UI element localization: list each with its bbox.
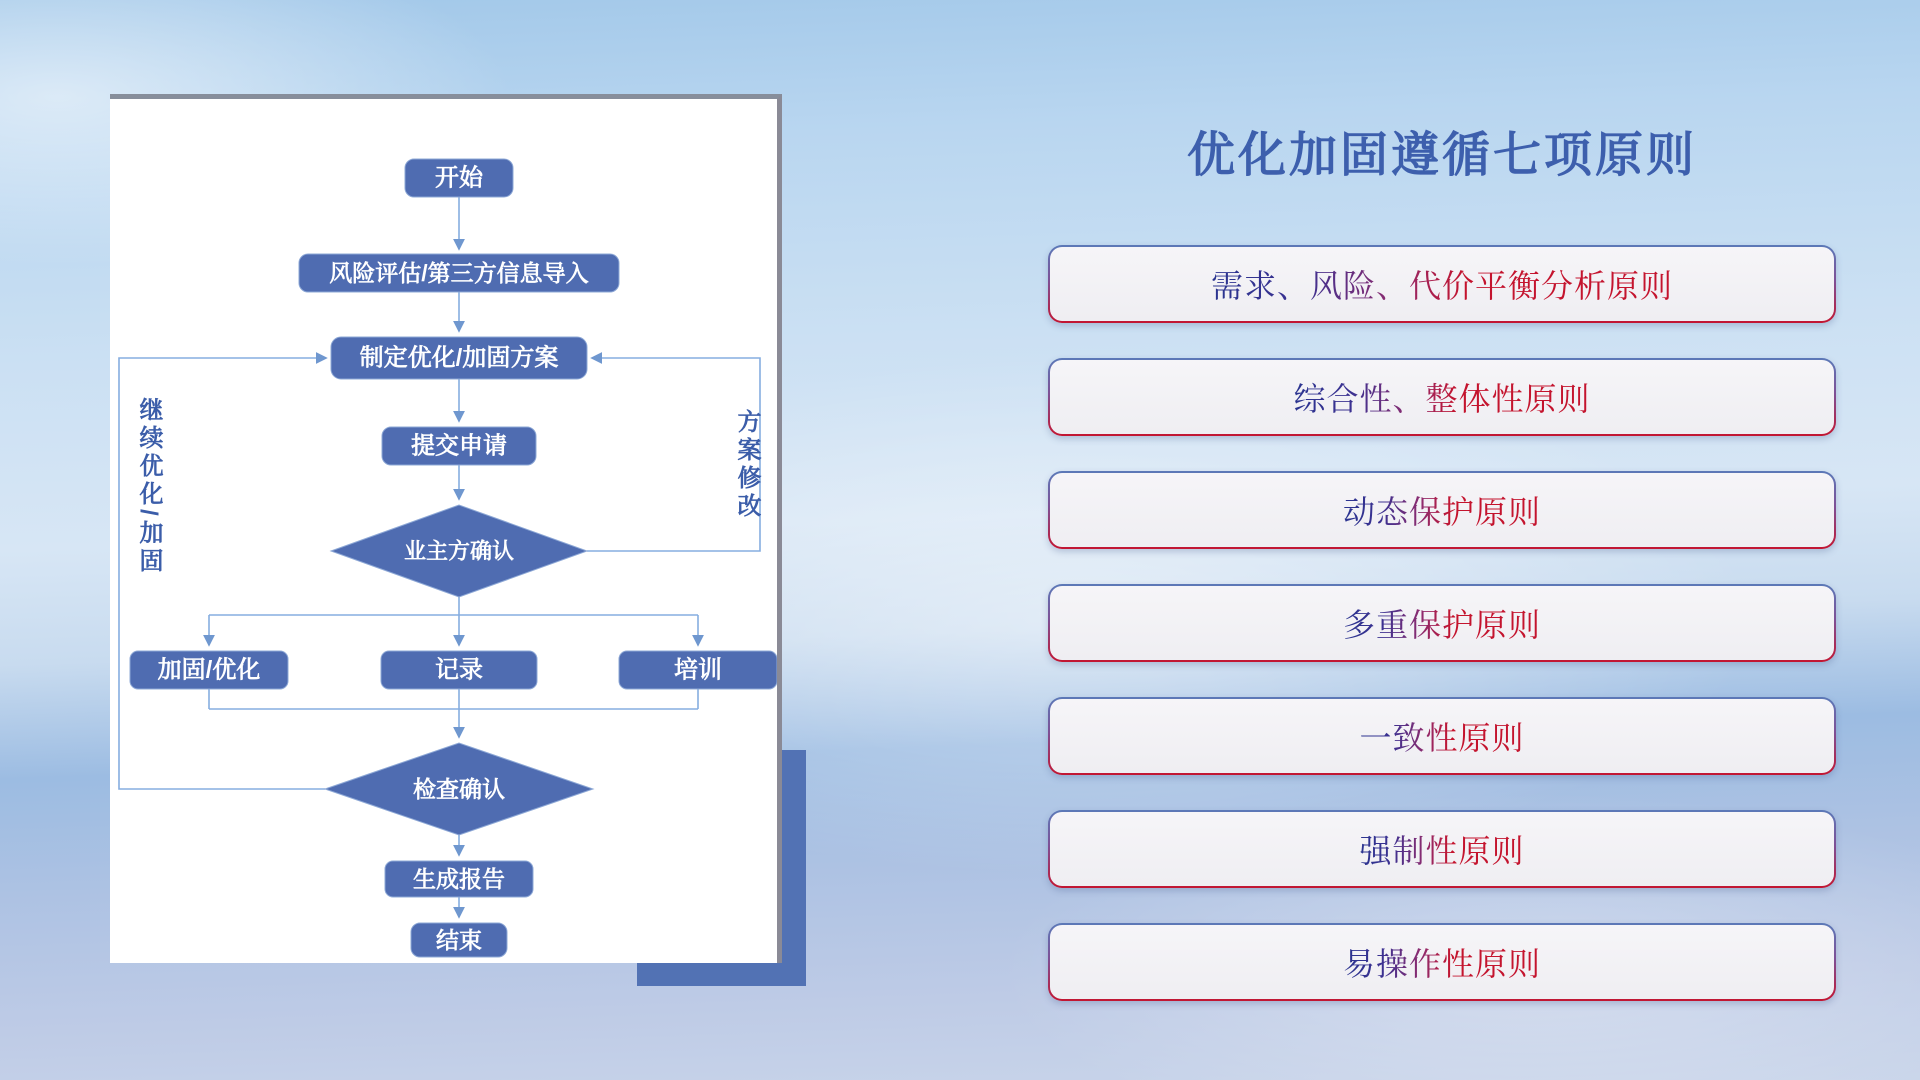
principle-box-3	[1048, 471, 1836, 549]
principle-label-6: 强制性原则	[1359, 826, 1524, 872]
principle-box-2-inner	[1050, 360, 1834, 434]
principle-label-1: 需求、风险、代价平衡分析原则	[1211, 261, 1673, 307]
principle-label-2: 综合性、整体性原则	[1293, 374, 1590, 420]
flow-node-training-label: 培训	[674, 656, 722, 684]
principle-box-6	[1048, 810, 1836, 888]
principle-box-1	[1048, 245, 1836, 323]
principle-box-4-inner	[1050, 586, 1834, 660]
principle-label-3: 动态保护原则	[1343, 487, 1541, 533]
principle-box-7	[1048, 923, 1836, 1001]
flow-node-report-label: 生成报告	[413, 866, 505, 892]
flow-node-make-plan-label: 制定优化/加固方案	[359, 344, 559, 372]
flow-node-risk-import-label: 风险评估/第三方信息导入	[329, 260, 589, 286]
flowchart-diagram	[110, 99, 777, 963]
principle-box-3-inner	[1050, 473, 1834, 547]
principle-box-1-inner	[1050, 247, 1834, 321]
loop-label-continue-optimize: 继续优化/加固	[135, 397, 162, 576]
principle-label-7: 易操作性原则	[1343, 939, 1541, 985]
loop-label-plan-revise: 方案修改	[733, 409, 760, 521]
flow-node-record-label: 记录	[435, 656, 483, 684]
principle-label-4: 多重保护原则	[1343, 600, 1541, 646]
principle-box-2	[1048, 358, 1836, 436]
flow-node-submit-label: 提交申请	[411, 432, 507, 460]
principle-box-7-inner	[1050, 925, 1834, 999]
flowchart-card	[110, 94, 782, 963]
flow-decision-owner-confirm-label: 业主方确认	[403, 538, 515, 564]
flow-node-start-label: 开始	[435, 164, 483, 192]
principle-box-6-inner	[1050, 812, 1834, 886]
page-title: 优化加固遵循七项原则	[1186, 129, 1697, 182]
principle-box-5-inner	[1050, 699, 1834, 773]
flow-decision-check-confirm-label: 检查确认	[413, 776, 505, 802]
flow-node-end-label: 结束	[436, 927, 482, 953]
flow-node-reinforce-label: 加固/优化	[157, 656, 261, 684]
principle-box-4	[1048, 584, 1836, 662]
principle-label-5: 一致性原则	[1359, 713, 1524, 759]
flow-nodes	[130, 159, 777, 957]
principle-box-5	[1048, 697, 1836, 775]
